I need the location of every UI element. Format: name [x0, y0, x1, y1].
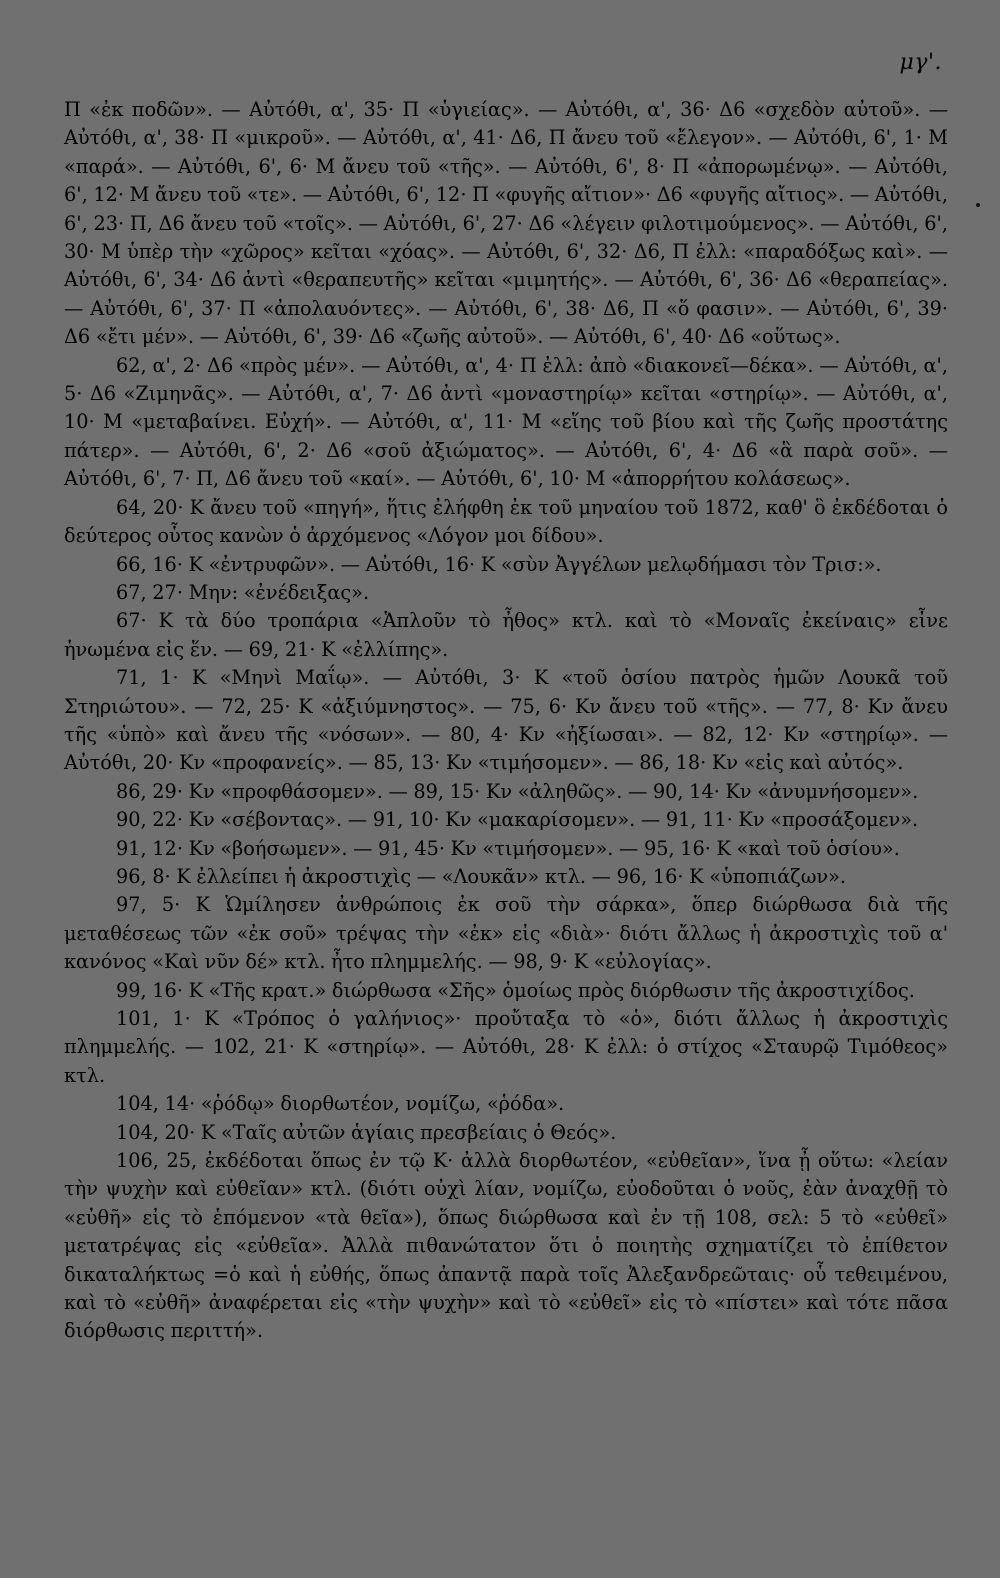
- paragraph: 106, 25, ἐκδέδοται ὅπως ἐν τῷ Κ· ἀλλὰ διορθωτέον, «εὐθεῖαν», ἵνα ᾖ οὕτω: «λείαν τὴν ψυχὴν καὶ εὐθεῖαν» κτλ. (διότι οὐχὶ λίαν, νομίζω, εὐοδοῦται ὁ νοῦς, ἐὰν ἀναχθῇ τὸ «εὐθῆ» εἰς τὸ ἑπόμενον «τὰ θεῖα»), ὅπως διώρθωσα καὶ ἐν τῇ 108, σελ: 5 τὸ «εὐθεῖ» μετατρέψας εἰς «εὐθεῖα». Ἀλλὰ πιθανώτατον ὅτι ὁ ποιητὴς σχηματίζει τὸ ἐπίθετον δικαταλήκτως =ὁ καὶ ἡ εὐθής, ὅπως ἀπαντᾷ παρὰ τοῖς Ἀλεξανδρεῶταις· οὗ τεθειμένου, καὶ τὸ «εὐθῆ» ἀναφέρεται εἰς «τὴν ψυχὴν» καὶ τὸ «εὐθεῖ» εἰς τὸ «πίστει» καὶ τότε πᾶσα διόρθωσις περιττή».: [64, 1149, 948, 1343]
- paragraph: 66, 16· Κ «ἐντρυφῶν». — Αὐτόθι, 16· Κ «σὺν Ἀγγέλων μελῳδήμασι τὸν Τρισ:».: [116, 552, 882, 576]
- paragraph: Π «ἐκ ποδῶν». — Αὐτόθι, α', 35· Π «ὑγιείας». — Αὐτόθι, α', 36· Δ6 «σχεδὸν αὐτοῦ». — Αὐτόθι, α', 38· Π «μικροῦ». — Αὐτόθι, α', 41· Δ6, Π ἄνευ τοῦ «ἔλεγον». — Αὐτόθι, 6', 1· Μ «παρά». — Αὐτόθι, 6', 6· Μ ἄνευ τοῦ «τῆς». — Αὐτόθι, 6', 8· Π «ἀπορωμένῳ». — Αὐτόθι, 6', 12· Μ ἄνευ τοῦ «τε». — Αὐτόθι, 6', 12· Π «φυγῆς αἴτιον»· Δ6 «φυγῆς αἴτιος». — Αὐτόθι, 6', 23· Π, Δ6 ἄνευ τοῦ «τοῖς». — Αὐτόθι, 6', 27· Δ6 «λέγειν φιλοτιμούμενος». — Αὐτόθι, 6', 30· Μ ὑπὲρ τὴν «χῶρος» κεῖται «χόας». — Αὐτόθι, 6', 32· Δ6, Π ἐλλ: «παραδόξως καὶ». — Αὐτόθι, 6', 34· Δ6 ἀντὶ «θεραπευτῆς» κεῖται «μιμητής». — Αὐτόθι, 6', 36· Δ6 «θεραπείας». — Αὐτόθι, 6', 37· Π «ἀπολαυόντες». — Αὐτόθι, 6', 38· Δ6, Π «ὅ φασιν». — Αὐτόθι, 6', 39· Δ6 «ἔτι μέν». — Αὐτόθι, 6', 39· Δ6 «ζωῆς αὐτοῦ». — Αὐτόθι, 6', 40· Δ6 «οὕτως».: [64, 98, 948, 349]
- paragraph: 64, 20· Κ ἄνευ τοῦ «πηγή», ἥτις ἐλήφθη ἐκ τοῦ μηναίου τοῦ 1872, καθ' ὃ ἐκδέδοται ὁ δεύτερος οὗτος κανὼν ὁ ἀρχόμενος «Λόγον μοι δίδου».: [64, 495, 948, 548]
- paragraph: 101, 1· Κ «Τρόπος ὁ γαλήνιος»· προὔταξα τὸ «ὁ», διότι ἄλλως ἡ ἀκροστιχὶς πλημμελής. — 102, 21· Κ «στηρίῳ». — Αὐτόθι, 28· Κ ἐλλ: ὁ στίχος «Σταυρῷ Τιμόθεος» κτλ.: [64, 1007, 948, 1087]
- paragraph: 67, 27· Μην: «ἐνέδειξας».: [116, 580, 370, 604]
- page-number: μγ'.: [899, 50, 942, 75]
- paragraph: 71, 1· Κ «Μηνὶ Μαΐῳ». — Αὐτόθι, 3· Κ «τοῦ ὁσίου πατρὸς ἡμῶν Λουκᾶ τοῦ Στηριώτου». — 72, 25· Κ «ἀξιύμνηστος». — 75, 6· Κν ἄνευ τοῦ «τῆς». — 77, 8· Κν ἄνευ τῆς «ὑπὸ» καὶ ἄνευ τῆς «νόσων». — 80, 4· Κν «ἠξίωσαι». — 82, 12· Κν «στηρίῳ». — Αὐτόθι, 20· Κν «προφανείς». — 85, 13· Κν «τιμήσομεν». — 86, 18· Κν «εἰς καὶ αὐτός».: [64, 666, 948, 775]
- paragraph: 62, α', 2· Δ6 «πρὸς μέν». — Αὐτόθι, α', 4· Π ἐλλ: ἀπὸ «διακονεῖ—δέκα». — Αὐτόθι, α', 5· Δ6 «Ζιμηνᾶς». — Αὐτόθι, α', 7· Δ6 ἀντὶ «μοναστηρίῳ» κεῖται «στηρίῳ». — Αὐτόθι, α', 10· Μ «μεταβαίνει. Εὐχή». — Αὐτόθι, α', 11· Μ «εἵης τοῦ βίου καὶ τῆς ζωῆς προστάτης πάτερ». — Αὐτόθι, 6', 2· Δ6 «σοῦ ἀξιώματος». — Αὐτόθι, 6', 4· Δ6 «ἃ παρὰ σοῦ». — Αὐτόθι, 6', 7· Π, Δ6 ἄνευ τοῦ «καί». — Αὐτόθι, 6', 10· Μ «ἀπορρήτου κολάσεως».: [64, 353, 948, 491]
- paragraph: 96, 8· Κ ἐλλείπει ἡ ἀκροστιχὶς — «Λουκᾶν» κτλ. — 96, 16· Κ «ὑποπιάζων».: [116, 864, 847, 888]
- paragraph: 99, 16· Κ «Τῆς κρατ.» διώρθωσα «Σῆς» ὁμοίως πρὸς διόρθωσιν τῆς ἀκροστιχίδος.: [116, 978, 915, 1002]
- notes-text-block: [64, 96, 948, 1346]
- paragraph: 104, 14· «ῥόδῳ» διορθωτέον, νομίζω, «ῥόδα».: [116, 1092, 565, 1116]
- margin-ink-dot: [976, 203, 980, 207]
- paragraph: 91, 12· Κν «βοήσωμεν». — 91, 45· Κν «τιμήσομεν». — 95, 16· Κ «καὶ τοῦ ὁσίου».: [116, 836, 900, 860]
- paragraph: 104, 20· Κ «Ταῖς αὐτῶν ἁγίαις πρεσβείαις ὁ Θεός».: [116, 1120, 617, 1144]
- paragraph: 86, 29· Κν «προφθάσομεν». — 89, 15· Κν «ἀληθῶς». — 90, 14· Κν «ἀνυμνήσομεν».: [116, 779, 919, 803]
- paragraph: 90, 22· Κν «σέβοντας». — 91, 10· Κν «μακαρίσομεν». — 91, 11· Κν «προσάξομεν».: [116, 808, 919, 832]
- paragraph: 67· Κ τὰ δύο τροπάρια «Ἁπλοῦν τὸ ἦθος» κτλ. καὶ τὸ «Μοναῖς ἐκείναις» εἶνε ἡνωμένα εἰς ἕν. — 69, 21· Κ «ἐλλίπης».: [64, 609, 948, 661]
- paragraph: 97, 5· Κ Ὡμίλησεν ἀνθρώποις ἐκ σοῦ τὴν σάρκα», ὅπερ διώρθωσα διὰ τῆς μεταθέσεως τῶν «ἐκ σοῦ» τρέψας τὴν «ἐκ» εἰς «διὰ»· διότι ἄλλως ἡ ἀκροστιχὶς τοῦ α' κανόνος «Καὶ νῦν δέ» κτλ. ἦτο πλημμελής. — 98, 9· Κ «εὐλογίας».: [64, 893, 948, 974]
